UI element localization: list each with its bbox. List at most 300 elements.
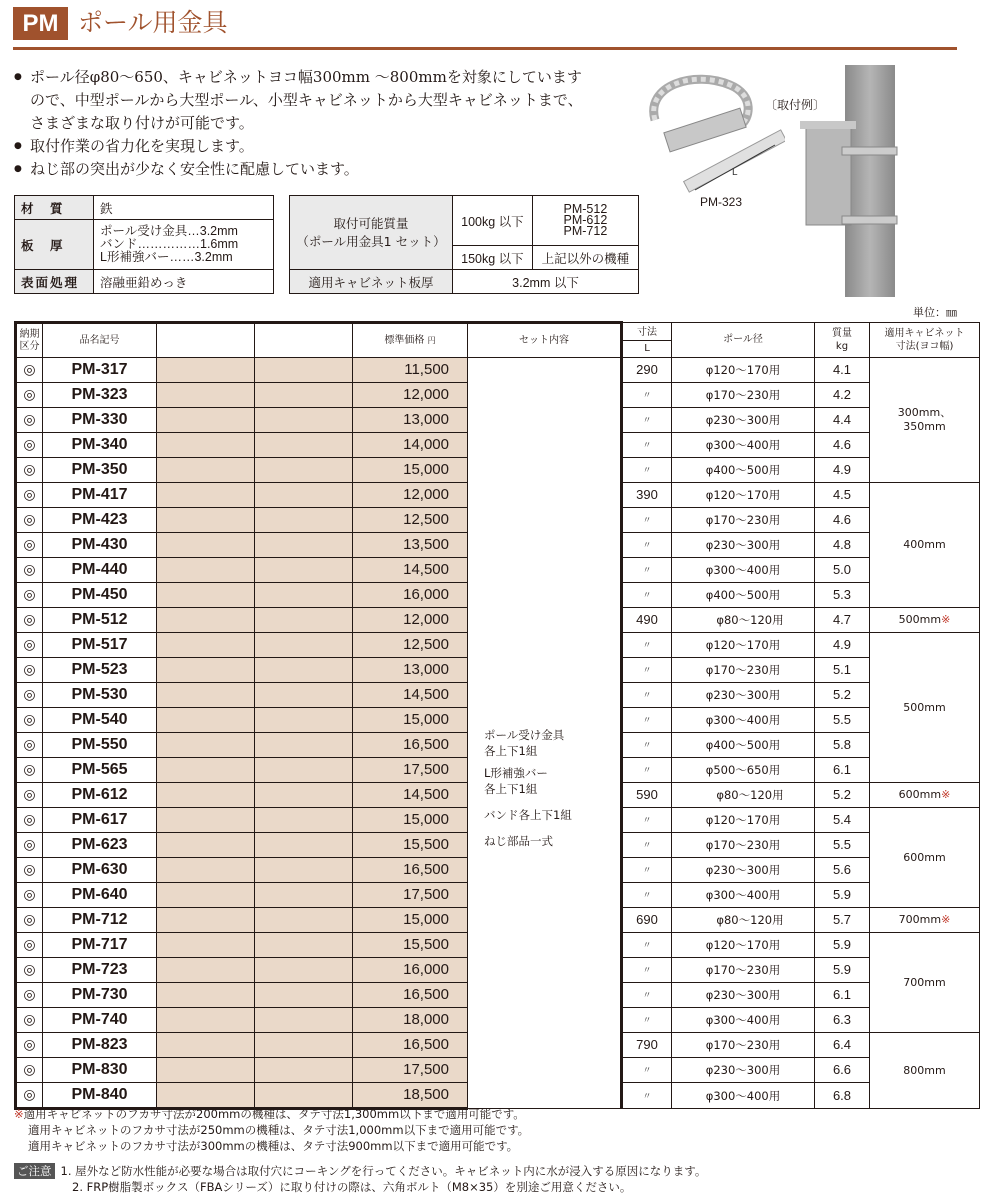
blank-cell (157, 683, 255, 708)
price: 13,000 (353, 408, 468, 433)
blank-cell (255, 633, 353, 658)
blank-cell (157, 383, 255, 408)
weight: 4.2 (815, 383, 870, 408)
pole-diameter: φ400～500用 (672, 458, 815, 483)
delivery-mark: ◎ (16, 583, 43, 608)
dimension-L: 〃 (622, 583, 672, 608)
pole-diameter: φ120～170用 (672, 633, 815, 658)
header-price-label: 標準価格 (384, 334, 425, 346)
dimension-L: 〃 (622, 408, 672, 433)
blank-cell (157, 608, 255, 633)
blank-cell (255, 433, 353, 458)
delivery-mark: ◎ (16, 658, 43, 683)
product-code: PM-350 (43, 458, 157, 483)
price: 17,500 (353, 758, 468, 783)
delivery-mark: ◎ (16, 633, 43, 658)
table-row (16, 358, 980, 383)
price: 14,500 (353, 783, 468, 808)
price: 17,500 (353, 883, 468, 908)
blank-cell (157, 958, 255, 983)
header-set: セット内容 (468, 323, 622, 358)
blank-cell (255, 908, 353, 933)
product-code: PM-323 (43, 383, 157, 408)
blank-cell (255, 608, 353, 633)
weight: 5.8 (815, 733, 870, 758)
blank-cell (255, 408, 353, 433)
note-mark: ※ (941, 913, 951, 926)
header-dim: 寸法 (623, 325, 671, 341)
pole-diameter: φ170～230用 (672, 958, 815, 983)
delivery-mark: ◎ (16, 608, 43, 633)
product-code: PM-830 (43, 1058, 157, 1083)
header-delivery: 納期区分 (16, 323, 43, 358)
thickness-line: バンド……………1.6mm (100, 237, 239, 251)
delivery-mark: ◎ (16, 1033, 43, 1058)
header-price-unit: 円 (427, 335, 436, 345)
cabinet-width-text: 400mm (903, 538, 946, 551)
delivery-mark: ◎ (16, 1058, 43, 1083)
weight: 5.4 (815, 808, 870, 833)
cabinet-width-text: 700mm (903, 975, 946, 989)
other-models: 上記以外の機種 (532, 246, 638, 270)
price: 16,000 (353, 583, 468, 608)
delivery-mark: ◎ (16, 683, 43, 708)
blank-cell (255, 358, 353, 383)
blank-cell (157, 358, 255, 383)
blank-cell (255, 858, 353, 883)
product-code: PM-517 (43, 633, 157, 658)
header-weight-unit: kg (835, 341, 849, 352)
pole-diameter: φ80～120用 (672, 608, 815, 633)
cabinet-thickness-label: 適用キャビネット板厚 (290, 270, 453, 294)
delivery-mark: ◎ (16, 883, 43, 908)
set-item: バンド各上下1組 (484, 808, 572, 822)
blank-cell (255, 833, 353, 858)
pole-diameter: φ170～230用 (672, 508, 815, 533)
weight: 5.5 (815, 833, 870, 858)
weight: 4.7 (815, 608, 870, 633)
dimension-L: 〃 (622, 733, 672, 758)
product-code: PM-523 (43, 658, 157, 683)
footnote-text: 適用キャビネットのフカサ寸法が200mmの機種は、タテ寸法1,300mm以下まで適用可能です。 (23, 1107, 525, 1121)
cabinet-width-text: 800mm (903, 1063, 946, 1077)
delivery-mark: ◎ (16, 1083, 43, 1109)
blank-cell (255, 458, 353, 483)
product-code: PM-630 (43, 858, 157, 883)
pole-diameter: φ230～300用 (672, 533, 815, 558)
note-mark: ※ (941, 788, 951, 801)
blank-cell (157, 783, 255, 808)
price: 16,500 (353, 733, 468, 758)
product-code: PM-730 (43, 983, 157, 1008)
weight: 4.6 (815, 433, 870, 458)
blank-cell (157, 1033, 255, 1058)
weight: 5.1 (815, 658, 870, 683)
spec-table (14, 195, 274, 294)
feature-item: ● ねじ部の突出が少なく安全性に配慮しています。 (14, 158, 584, 181)
header-cabinet-sub: 寸法(ヨコ幅) (895, 341, 954, 352)
header-cabinet: 適用キャビネット (884, 328, 965, 339)
dimension-L: 〃 (622, 883, 672, 908)
delivery-mark: ◎ (16, 758, 43, 783)
dimension-L: 〃 (622, 1008, 672, 1033)
pole-diameter: φ170～230用 (672, 658, 815, 683)
pole-diameter: φ500～650用 (672, 758, 815, 783)
thickness-label: 板 厚 (15, 220, 94, 270)
pole-diameter: φ80～120用 (672, 783, 815, 808)
delivery-mark: ◎ (16, 408, 43, 433)
dimension-L: 〃 (622, 858, 672, 883)
price: 16,500 (353, 1033, 468, 1058)
caution-section (14, 1163, 706, 1195)
cabinet-width (870, 358, 980, 483)
load-table (289, 195, 639, 294)
blank-cell (157, 583, 255, 608)
price: 15,000 (353, 908, 468, 933)
blank-cell (255, 783, 353, 808)
series-badge: PM (13, 7, 68, 40)
weight: 5.6 (815, 858, 870, 883)
product-code: PM-417 (43, 483, 157, 508)
dimension-L: 790 (622, 1033, 672, 1058)
price: 13,500 (353, 533, 468, 558)
blank-cell (255, 983, 353, 1008)
price: 14,500 (353, 683, 468, 708)
header-pole: ポール径 (672, 323, 815, 358)
load-100: 100kg 以下 (453, 196, 533, 246)
thickness-line: ポール受け金具…3.2mm (100, 224, 238, 238)
cabinet-width-text: 600mm (903, 850, 946, 864)
header-blank (157, 323, 255, 358)
product-code: PM-450 (43, 583, 157, 608)
product-code: PM-330 (43, 408, 157, 433)
price: 15,000 (353, 708, 468, 733)
set-item: 各上下1組 (484, 744, 538, 758)
product-code: PM-530 (43, 683, 157, 708)
weight: 4.5 (815, 483, 870, 508)
cabinet-width (870, 933, 980, 1033)
model: PM-512 (563, 202, 608, 216)
pole-diameter: φ120～170用 (672, 358, 815, 383)
pole-diameter: φ170～230用 (672, 383, 815, 408)
blank-cell (157, 808, 255, 833)
delivery-mark: ◎ (16, 958, 43, 983)
blank-cell (255, 883, 353, 908)
weight: 4.1 (815, 358, 870, 383)
cabinet-width-text: 350mm (903, 420, 946, 433)
weight: 5.3 (815, 583, 870, 608)
dimension-L: 〃 (622, 383, 672, 408)
blank-cell (157, 508, 255, 533)
price: 13,000 (353, 658, 468, 683)
blank-cell (255, 683, 353, 708)
model: PM-712 (563, 224, 608, 238)
product-code: PM-540 (43, 708, 157, 733)
blank-cell (157, 858, 255, 883)
product-code: PM-565 (43, 758, 157, 783)
caution-tag: ご注意 (14, 1163, 55, 1179)
delivery-mark: ◎ (16, 358, 43, 383)
price: 15,000 (353, 808, 468, 833)
cabinet-width-text: 600mm (898, 788, 942, 801)
product-code: PM-712 (43, 908, 157, 933)
delivery-mark: ◎ (16, 858, 43, 883)
blank-cell (157, 1008, 255, 1033)
price: 18,500 (353, 1083, 468, 1109)
blank-cell (255, 508, 353, 533)
dimension-L: 〃 (622, 658, 672, 683)
pole-diameter: φ300～400用 (672, 708, 815, 733)
load-label-sub: （ポール用金具1 セット） (296, 233, 446, 249)
price: 14,500 (353, 558, 468, 583)
delivery-mark: ◎ (16, 433, 43, 458)
price: 14,000 (353, 433, 468, 458)
product-code: PM-317 (43, 358, 157, 383)
dimension-L: 〃 (622, 1083, 672, 1109)
product-code: PM-840 (43, 1083, 157, 1109)
product-code: PM-423 (43, 508, 157, 533)
dimension-L: 〃 (622, 508, 672, 533)
pole-diameter: φ120～170用 (672, 933, 815, 958)
weight: 6.1 (815, 983, 870, 1008)
dimension-L: 〃 (622, 558, 672, 583)
blank-cell (255, 1033, 353, 1058)
delivery-mark: ◎ (16, 808, 43, 833)
example-caption: 〔取付例〕 (765, 98, 826, 112)
delivery-mark: ◎ (16, 533, 43, 558)
price: 15,500 (353, 933, 468, 958)
delivery-mark: ◎ (16, 833, 43, 858)
cabinet-width-text: 700mm (898, 913, 942, 926)
set-contents (468, 358, 622, 1109)
footnote: 適用キャビネットのフカサ寸法が300mmの機種は、タテ寸法900mm以下まで適用可能です。 (28, 1139, 519, 1153)
feature-list (14, 66, 584, 181)
cabinet-width (870, 908, 980, 933)
set-item: ポール受け金具 (484, 728, 565, 742)
price: 12,000 (353, 608, 468, 633)
price: 16,000 (353, 958, 468, 983)
pole-diameter: φ230～300用 (672, 683, 815, 708)
blank-cell (255, 483, 353, 508)
pole-diameter: φ230～300用 (672, 858, 815, 883)
pole-diameter: φ230～300用 (672, 1058, 815, 1083)
product-code: PM-740 (43, 1008, 157, 1033)
product-code: PM-550 (43, 733, 157, 758)
model: PM-612 (563, 213, 608, 227)
delivery-mark: ◎ (16, 383, 43, 408)
price: 15,000 (353, 458, 468, 483)
delivery-mark: ◎ (16, 933, 43, 958)
blank-cell (255, 558, 353, 583)
cabinet-width (870, 608, 980, 633)
header-name: 品名記号 (43, 323, 157, 358)
dimension-L: 〃 (622, 433, 672, 458)
pole-diameter: φ300～400用 (672, 1008, 815, 1033)
weight: 6.1 (815, 758, 870, 783)
price: 12,500 (353, 633, 468, 658)
price: 17,500 (353, 1058, 468, 1083)
price: 12,500 (353, 508, 468, 533)
dimension-L: 〃 (622, 533, 672, 558)
product-code: PM-723 (43, 958, 157, 983)
blank-cell (157, 433, 255, 458)
delivery-mark: ◎ (16, 783, 43, 808)
delivery-mark: ◎ (16, 1008, 43, 1033)
delivery-mark: ◎ (16, 733, 43, 758)
pole-diameter: φ400～500用 (672, 733, 815, 758)
dimension-L: 〃 (622, 683, 672, 708)
blank-cell (157, 633, 255, 658)
product-code: PM-512 (43, 608, 157, 633)
blank-cell (157, 408, 255, 433)
product-table (14, 321, 980, 1110)
product-code: PM-617 (43, 808, 157, 833)
dimension-L: 390 (622, 483, 672, 508)
weight: 4.8 (815, 533, 870, 558)
blank-cell (255, 583, 353, 608)
blank-cell (255, 1058, 353, 1083)
delivery-mark: ◎ (16, 458, 43, 483)
delivery-mark: ◎ (16, 908, 43, 933)
header-weight: 質量 (832, 328, 852, 339)
pole-diameter: φ400～500用 (672, 583, 815, 608)
weight: 6.6 (815, 1058, 870, 1083)
weight: 6.4 (815, 1033, 870, 1058)
blank-cell (157, 533, 255, 558)
mounting-example-image (800, 65, 910, 300)
weight: 6.3 (815, 1008, 870, 1033)
blank-cell (255, 383, 353, 408)
pole-diameter: φ230～300用 (672, 983, 815, 1008)
delivery-mark: ◎ (16, 508, 43, 533)
weight: 4.4 (815, 408, 870, 433)
footnote: ※適用キャビネットのフカサ寸法が200mmの機種は、タテ寸法1,300mm以下まで適用可能です。 (14, 1107, 525, 1121)
dimension-label: L (732, 167, 738, 178)
weight: 5.5 (815, 708, 870, 733)
product-code: PM-430 (43, 533, 157, 558)
pole-diameter: φ120～170用 (672, 483, 815, 508)
header-blank (255, 323, 353, 358)
blank-cell (157, 933, 255, 958)
blank-cell (255, 958, 353, 983)
dimension-L: 290 (622, 358, 672, 383)
pole-diameter: φ170～230用 (672, 833, 815, 858)
blank-cell (157, 708, 255, 733)
blank-cell (157, 883, 255, 908)
blank-cell (157, 558, 255, 583)
note-mark: ※ (941, 613, 951, 626)
header-dim-sub: L (644, 342, 650, 354)
blank-cell (255, 1083, 353, 1109)
bracket-image (635, 65, 785, 195)
feature-item: ● 取付作業の省力化を実現します。 (14, 135, 584, 158)
dimension-L: 590 (622, 783, 672, 808)
blank-cell (157, 758, 255, 783)
blank-cell (255, 933, 353, 958)
delivery-mark: ◎ (16, 558, 43, 583)
dimension-L: 〃 (622, 1058, 672, 1083)
price: 18,000 (353, 1008, 468, 1033)
load-150: 150kg 以下 (453, 246, 533, 270)
unit-label: 単位：㎜ (913, 306, 957, 319)
dimension-L: 690 (622, 908, 672, 933)
caution-item: 2. FRP樹脂製ボックス（FBAシリーズ）に取り付けの際は、六角ボルト（M8×35）を別途ご用意ください。 (72, 1180, 632, 1194)
product-code: PM-440 (43, 558, 157, 583)
cabinet-width (870, 1033, 980, 1109)
price: 15,500 (353, 833, 468, 858)
pole-diameter: φ170～230用 (672, 1033, 815, 1058)
material-label: 材 質 (15, 196, 94, 220)
material-value: 鉄 (94, 196, 274, 220)
delivery-mark: ◎ (16, 483, 43, 508)
pole-diameter: φ120～170用 (672, 808, 815, 833)
pole-diameter: φ300～400用 (672, 883, 815, 908)
product-code: PM-340 (43, 433, 157, 458)
blank-cell (255, 658, 353, 683)
blank-cell (157, 833, 255, 858)
weight: 4.6 (815, 508, 870, 533)
blank-cell (255, 758, 353, 783)
blank-cell (157, 458, 255, 483)
weight: 5.9 (815, 883, 870, 908)
price: 12,000 (353, 383, 468, 408)
cabinet-width-text: 500mm (903, 700, 946, 714)
pole-diameter: φ230～300用 (672, 408, 815, 433)
cabinet-width (870, 483, 980, 608)
set-item: ねじ部品一式 (484, 834, 553, 848)
blank-cell (255, 533, 353, 558)
weight: 5.2 (815, 783, 870, 808)
cabinet-width (870, 808, 980, 908)
price: 12,000 (353, 483, 468, 508)
footnote: 適用キャビネットのフカサ寸法が250mmの機種は、タテ寸法1,000mm以下まで適用可能です。 (28, 1123, 530, 1137)
product-code: PM-612 (43, 783, 157, 808)
weight: 5.2 (815, 683, 870, 708)
load-label: 取付可能質量 (333, 215, 409, 231)
pole-diameter: φ80～120用 (672, 908, 815, 933)
blank-cell (157, 658, 255, 683)
finish-label: 表面処理 (15, 270, 94, 294)
product-caption: PM-323 (700, 195, 743, 209)
blank-cell (255, 1008, 353, 1033)
blank-cell (157, 483, 255, 508)
blank-cell (157, 733, 255, 758)
blank-cell (255, 708, 353, 733)
product-code: PM-717 (43, 933, 157, 958)
blank-cell (157, 1083, 255, 1109)
blank-cell (157, 983, 255, 1008)
cabinet-width (870, 633, 980, 783)
delivery-mark: ◎ (16, 983, 43, 1008)
cabinet-thickness-value: 3.2mm 以下 (453, 270, 639, 294)
cabinet-width-text: 300mm、 (897, 406, 952, 419)
dimension-L: 490 (622, 608, 672, 633)
blank-cell (255, 808, 353, 833)
pole-diameter: φ300～400用 (672, 433, 815, 458)
footnotes (14, 1106, 529, 1154)
finish-value: 溶融亜鉛めっき (94, 270, 274, 294)
weight: 5.9 (815, 933, 870, 958)
weight: 5.7 (815, 908, 870, 933)
thickness-line: L形補強バー……3.2mm (100, 250, 233, 264)
dimension-L: 〃 (622, 758, 672, 783)
dimension-L: 〃 (622, 708, 672, 733)
weight: 5.9 (815, 958, 870, 983)
blank-cell (255, 733, 353, 758)
product-code: PM-823 (43, 1033, 157, 1058)
weight: 6.8 (815, 1083, 870, 1109)
caution-item: 1. 屋外など防水性能が必要な場合は取付穴にコーキングを行ってください。キャビネット内に水が浸入する原因になります。 (60, 1164, 707, 1178)
